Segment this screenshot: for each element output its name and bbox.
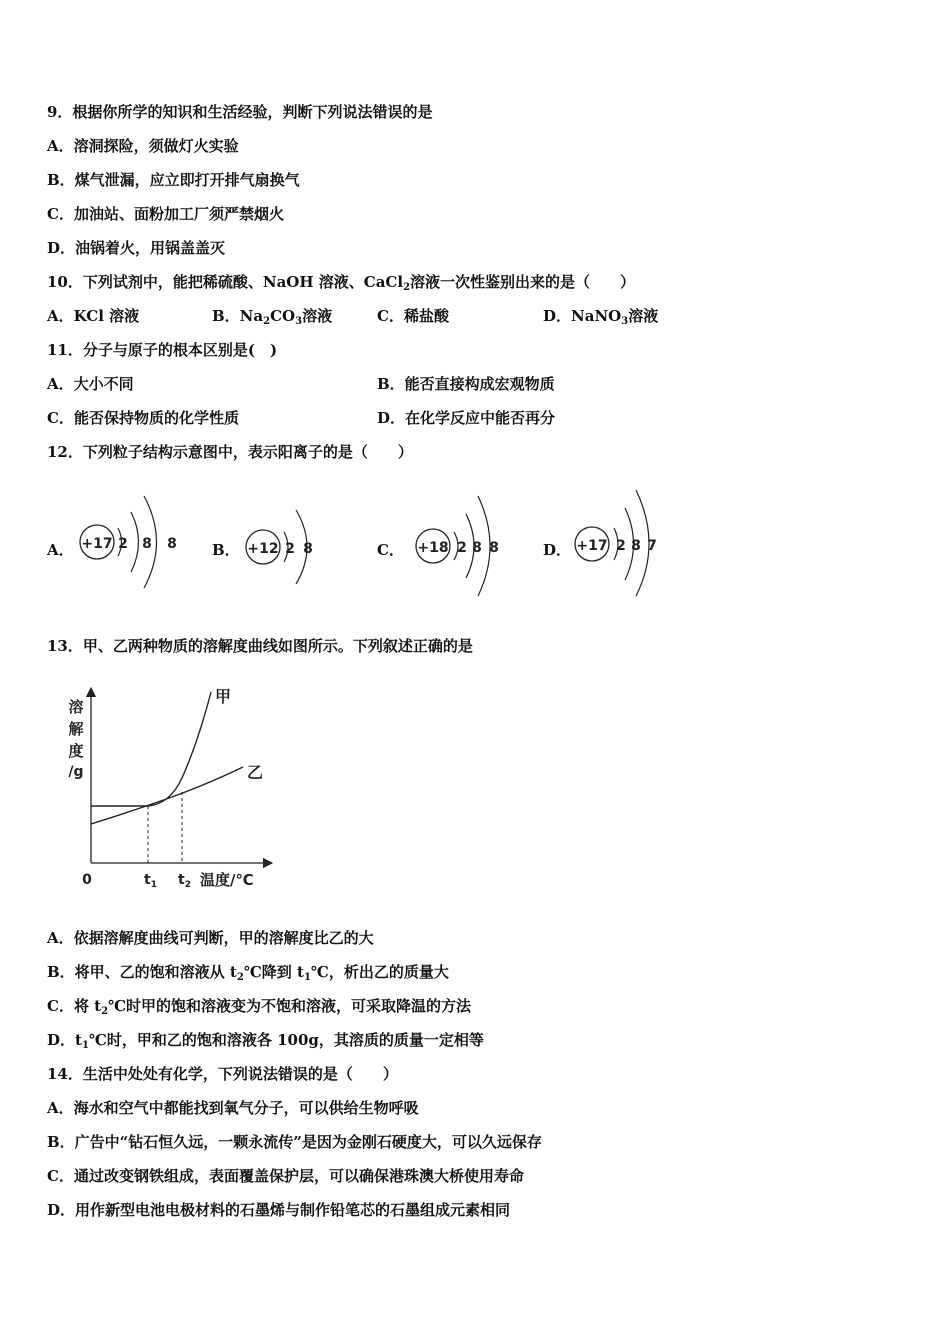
q13-option-c-part: C．将 t xyxy=(47,997,102,1015)
q10-option-b xyxy=(212,306,332,326)
q10-stem-part: 溶液一次性鉴别出来的是（ ） xyxy=(410,273,636,291)
q9-stem: 9．根据你所学的知识和生活经验，判断下列说法错误的是 xyxy=(47,103,433,121)
shell-electrons: 8 xyxy=(489,540,499,556)
q11-stem: 11．分子与原子的根本区别是( ) xyxy=(47,341,278,359)
q14-option-c: C．通过改变钢铁组成，表面覆盖保护层，可以确保港珠澳大桥使用寿命 xyxy=(47,1167,524,1185)
q13-option-b-part: ℃降到 t xyxy=(243,963,304,981)
q12-atom-c-label: C． xyxy=(377,541,404,559)
q10-stem-part: 10．下列试剂中，能把稀硫酸、NaOH 溶液、CaCl xyxy=(47,273,404,291)
q13-option-b-sub: 2 xyxy=(236,972,244,983)
y-axis-label: /g xyxy=(68,764,84,780)
y-axis-label: 度 xyxy=(68,742,84,760)
q12-atom-b-diagram xyxy=(238,490,338,600)
shell-electrons: 2 xyxy=(616,538,626,554)
q9-option-a: A．溶洞探险，须做灯火实验 xyxy=(47,137,239,155)
q10-option-b-sub: 3 xyxy=(295,316,303,327)
q14-stem: 14．生活中处处有化学，下列说法错误的是（ ） xyxy=(47,1065,398,1083)
x-axis-label: 温度/℃ xyxy=(200,871,254,889)
q10-option-b-part: 溶液 xyxy=(302,307,333,325)
q13-option-d xyxy=(47,1030,484,1050)
t2-tick-text: t xyxy=(178,872,185,888)
curve-jia-label: 甲 xyxy=(215,687,232,706)
t1-tick-text: t xyxy=(144,872,151,888)
q12-atom-c-diagram xyxy=(408,484,518,600)
q12-atom-d-diagram xyxy=(568,484,678,600)
origin-label: 0 xyxy=(82,872,92,888)
q13-option-d-part: ℃时，甲和乙的饱和溶液各 100g，其溶质的质量一定相等 xyxy=(88,1031,484,1049)
nucleus-charge: +12 xyxy=(247,541,279,557)
t1-tick-sub: 1 xyxy=(150,880,157,890)
q10-option-b-part: CO xyxy=(270,307,296,325)
q10-option-d-part: 溶液 xyxy=(628,307,659,325)
nucleus-charge: +18 xyxy=(417,540,449,556)
q13-option-b-part: ℃，析出乙的质量大 xyxy=(310,963,449,981)
q14-option-b: B．广告中“钻石恒久远，一颗永流传”是因为金刚石硬度大，可以久远保存 xyxy=(47,1133,542,1151)
q11-option-b: B．能否直接构成宏观物质 xyxy=(377,375,555,393)
y-axis-label: 溶 xyxy=(68,698,84,716)
q10-option-b-sub: 2 xyxy=(263,316,271,327)
shell-electrons: 7 xyxy=(647,538,657,554)
q13-option-b-sub: 1 xyxy=(303,972,311,983)
q13-option-c xyxy=(47,996,471,1016)
q10-option-a: A．KCl 溶液 xyxy=(47,307,140,325)
q13-option-d-part: D．t xyxy=(47,1031,82,1049)
q12-atom-d-label: D． xyxy=(543,541,572,559)
q13-option-c-part: ℃时甲的饱和溶液变为不饱和溶液，可采取降温的方法 xyxy=(108,997,472,1015)
q14-option-d: D．用作新型电池电极材料的石墨烯与制作铅笔芯的石墨组成元素相同 xyxy=(47,1201,511,1219)
shell-electrons: 8 xyxy=(303,541,313,557)
q10-option-b-part: B．Na xyxy=(212,307,264,325)
q13-solubility-graph xyxy=(60,680,300,895)
q13-option-b-part: B．将甲、乙的饱和溶液从 t xyxy=(47,963,237,981)
q10-stem xyxy=(47,272,635,292)
electron-shell-arc xyxy=(131,512,139,572)
t1-tick-label xyxy=(144,872,157,890)
q13-stem: 13．甲、乙两种物质的溶解度曲线如图所示。下列叙述正确的是 xyxy=(47,637,473,655)
y-axis-label: 解 xyxy=(68,720,84,738)
t2-tick-sub: 2 xyxy=(184,880,191,890)
q11-option-d: D．在化学反应中能否再分 xyxy=(377,409,556,427)
nucleus-charge: +17 xyxy=(81,536,113,552)
q11-option-a: A．大小不同 xyxy=(47,375,134,393)
curve-yi xyxy=(91,767,243,824)
q13-option-c-sub: 2 xyxy=(101,1006,109,1017)
q9-option-b: B．煤气泄漏，应立即打开排气扇换气 xyxy=(47,171,300,189)
shell-electrons: 8 xyxy=(472,540,482,556)
q10-stem-sub: 2 xyxy=(403,282,411,293)
q14-option-a: A．海水和空气中都能找到氧气分子，可以供给生物呼吸 xyxy=(47,1099,419,1117)
q12-stem: 12．下列粒子结构示意图中，表示阳离子的是（ ） xyxy=(47,443,413,461)
q10-option-c: C．稀盐酸 xyxy=(377,307,449,325)
shell-electrons: 2 xyxy=(118,536,128,552)
q13-option-d-sub: 1 xyxy=(81,1040,89,1051)
q10-option-d-sub: 3 xyxy=(621,316,629,327)
shell-electrons: 8 xyxy=(631,538,641,554)
shell-electrons: 2 xyxy=(285,541,295,557)
curve-yi-label: 乙 xyxy=(247,763,264,782)
shell-electrons: 8 xyxy=(142,536,152,552)
q12-atom-b-label: B． xyxy=(212,541,240,559)
q9-option-c: C．加油站、面粉加工厂须严禁烟火 xyxy=(47,205,284,223)
q12-atom-a-diagram xyxy=(72,480,192,600)
q9-option-d: D．油锅着火，用锅盖盖灭 xyxy=(47,239,226,257)
t2-tick-label xyxy=(178,872,191,890)
q12-atom-a-label: A． xyxy=(47,541,74,559)
q11-option-c: C．能否保持物质的化学性质 xyxy=(47,409,239,427)
shell-electrons: 2 xyxy=(457,540,467,556)
shell-electrons: 8 xyxy=(167,536,177,552)
q13-option-a: A．依据溶解度曲线可判断，甲的溶解度比乙的大 xyxy=(47,929,374,947)
q10-option-d xyxy=(543,306,658,326)
q13-option-b xyxy=(47,962,449,982)
q10-option-d-part: D．NaNO xyxy=(543,307,622,325)
nucleus-charge: +17 xyxy=(576,538,608,554)
